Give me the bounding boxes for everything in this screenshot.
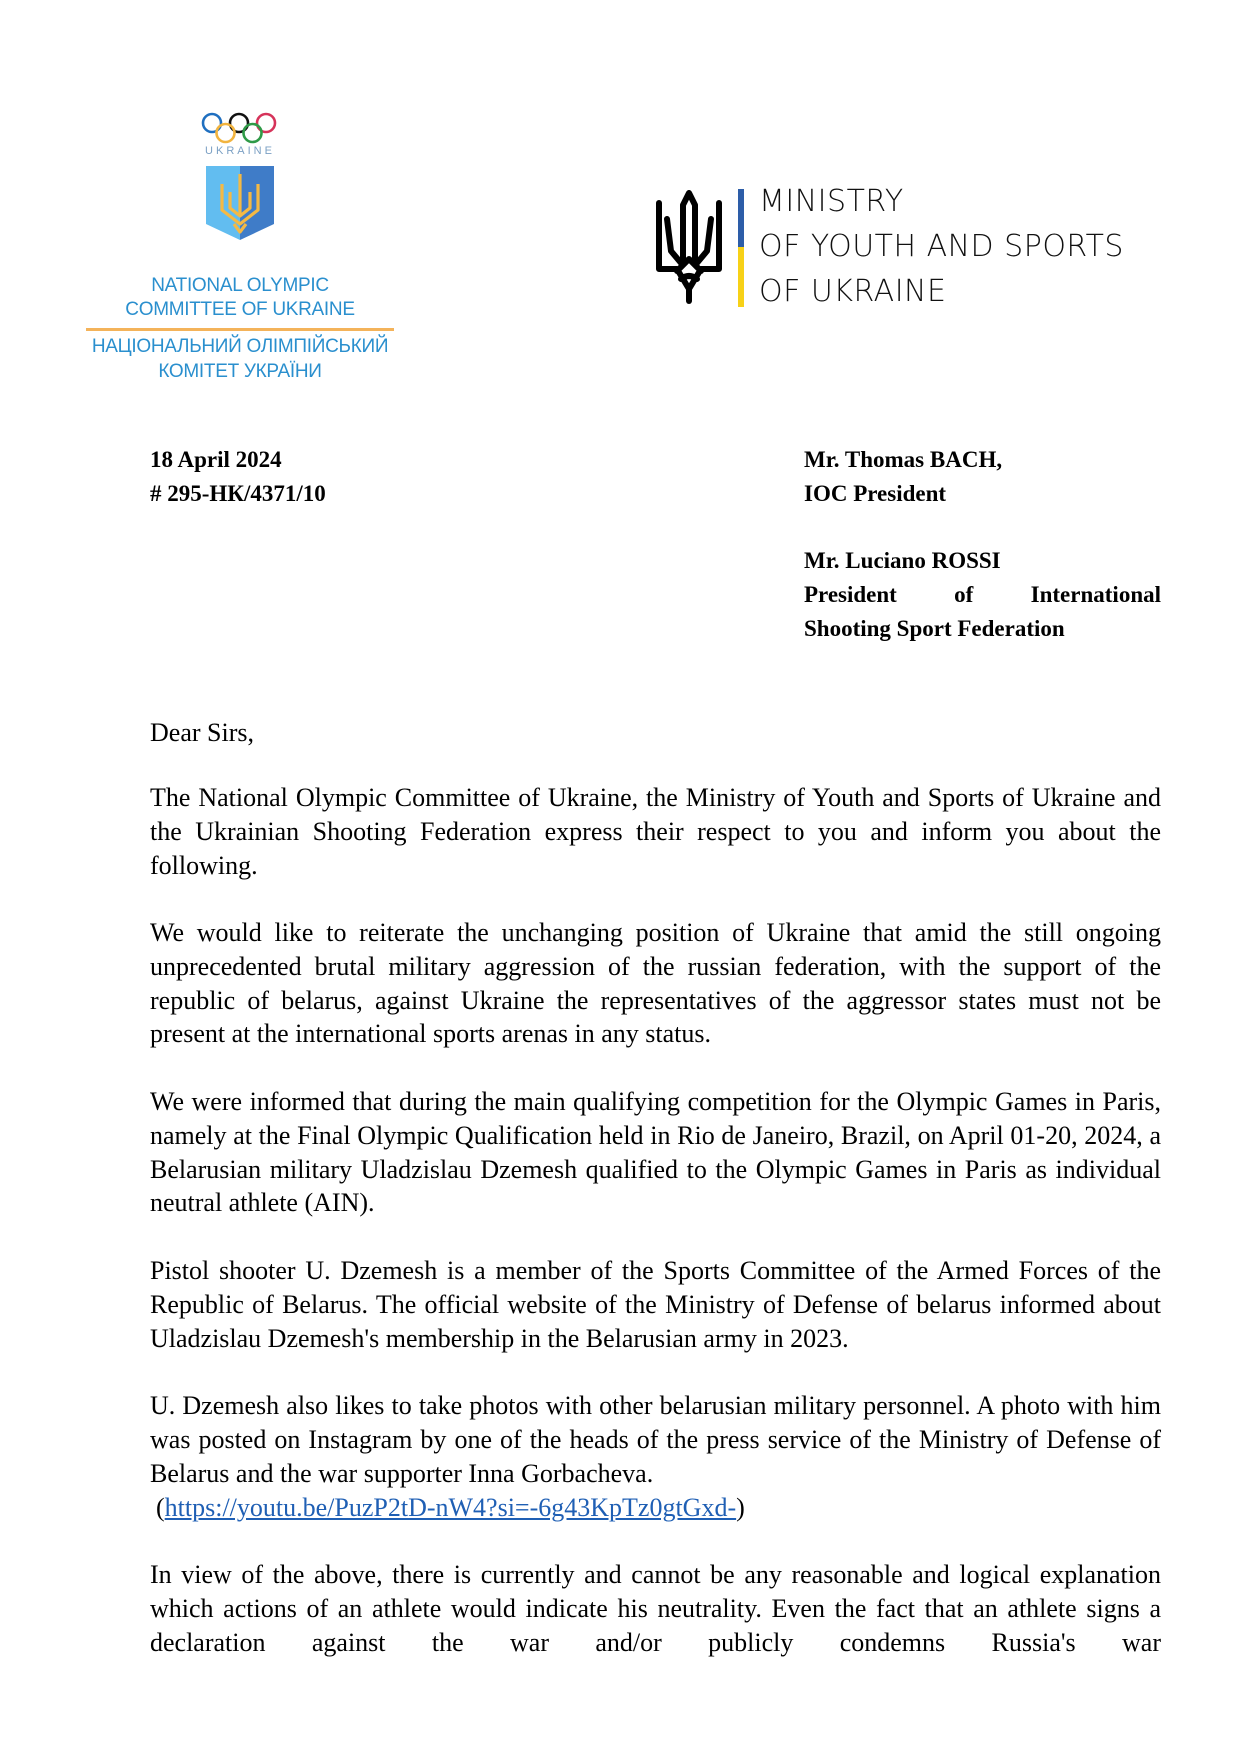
ministry-name-line3: OF UKRAINE — [759, 274, 947, 309]
paragraph-6: In view of the above, there is currently and cannot be any reasonable and logical explanation which actions of an athlete would indicate his neutrality. Even the fact that an athlete signs a declaration against the war and/or publicly condemns Russia's war — [150, 1560, 1161, 1657]
paragraph-1: The National Olympic Committee of Ukraine, the Ministry of Youth and Sports of Ukraine and the Ukrainian Shooting Federation express their respect to you and inform you about the following. — [150, 783, 1161, 880]
ministry-bar-yellow — [738, 247, 744, 307]
recipient-2-title-line1: President of International — [804, 582, 1161, 607]
recipient-1-name: Mr. Thomas BACH, — [804, 447, 1003, 472]
trident-shield-icon — [206, 166, 274, 240]
letter-date-reference — [150, 443, 326, 511]
paragraph-2: We would like to reiterate the unchanging position of Ukraine that amid the still ongoing unprecedented brutal military aggression of the russian federation, with the support of the republic of belarus, against Ukraine the representatives of the aggressor states must not be present at the international sports arenas in any status. — [150, 918, 1161, 1049]
noc-name-en-line2: COMMITTEE OF UKRAINE — [125, 299, 355, 320]
paragraph-4: Pistol shooter U. Dzemesh is a member of the Sports Committee of the Armed Forces of the Republic of Belarus. The official website of the Ministry of Defense of belarus informed about Uladzislau Dzemesh's membership in the Belarusian army in 2023. — [150, 1256, 1161, 1353]
recipients-block — [804, 443, 1161, 646]
noc-name-en-line1: NATIONAL OLYMPIC — [151, 275, 329, 296]
paragraph-3: We were informed that during the main qualifying competition for the Olympic Games in Paris, namely at the Final Olympic Qualification held in Rio de Janeiro, Brazil, on April 01-20, 2024, a Belarusian military Uladzislau Dzemesh qualified to the Olympic Games in Paris as individual neutral athlete (AIN). — [150, 1087, 1161, 1218]
video-link-line — [156, 1491, 1167, 1525]
ministry-youth-sports-logo — [645, 185, 1165, 335]
trident-icon — [653, 189, 725, 305]
noc-name-uk-line1: НАЦІОНАЛЬНИЙ ОЛІМПІЙСЬКИЙ — [91, 336, 389, 357]
salutation: Dear Sirs, — [150, 718, 254, 747]
recipient-1-title: IOC President — [804, 481, 947, 506]
link-close-paren: ) — [736, 1493, 745, 1522]
ministry-bar-blue — [738, 189, 744, 247]
noc-ukraine-logo — [60, 100, 420, 390]
link-open-paren: ( — [156, 1493, 165, 1522]
recipient-2-name: Mr. Luciano ROSSI — [804, 548, 1001, 573]
noc-name-uk-line2: КОМІТЕТ УКРАЇНИ — [158, 361, 322, 382]
letter-reference-number: # 295-НК/4371/10 — [150, 481, 326, 506]
noc-divider — [86, 328, 394, 331]
noc-country-label: UKRAINE — [205, 145, 275, 157]
paragraph-5: U. Dzemesh also likes to take photos with other belarusian military personnel. A photo with him was posted on Instagram by one of the heads of the press service of the Ministry of Defense of Belarus and the war supporter Inna Gorbacheva. — [150, 1391, 1161, 1488]
ministry-name-line1: MINISTRY — [759, 184, 904, 219]
ministry-name-line2: OF YOUTH AND SPORTS — [759, 229, 1124, 264]
letter-date: 18 April 2024 — [150, 447, 282, 472]
recipient-2-title-line2: Shooting Sport Federation — [804, 616, 1065, 641]
youtube-video-link[interactable]: https://youtu.be/PuzP2tD-nW4?si=-6g43KpTz0gtGxd- — [164, 1493, 737, 1522]
olympic-rings-icon — [201, 112, 277, 146]
